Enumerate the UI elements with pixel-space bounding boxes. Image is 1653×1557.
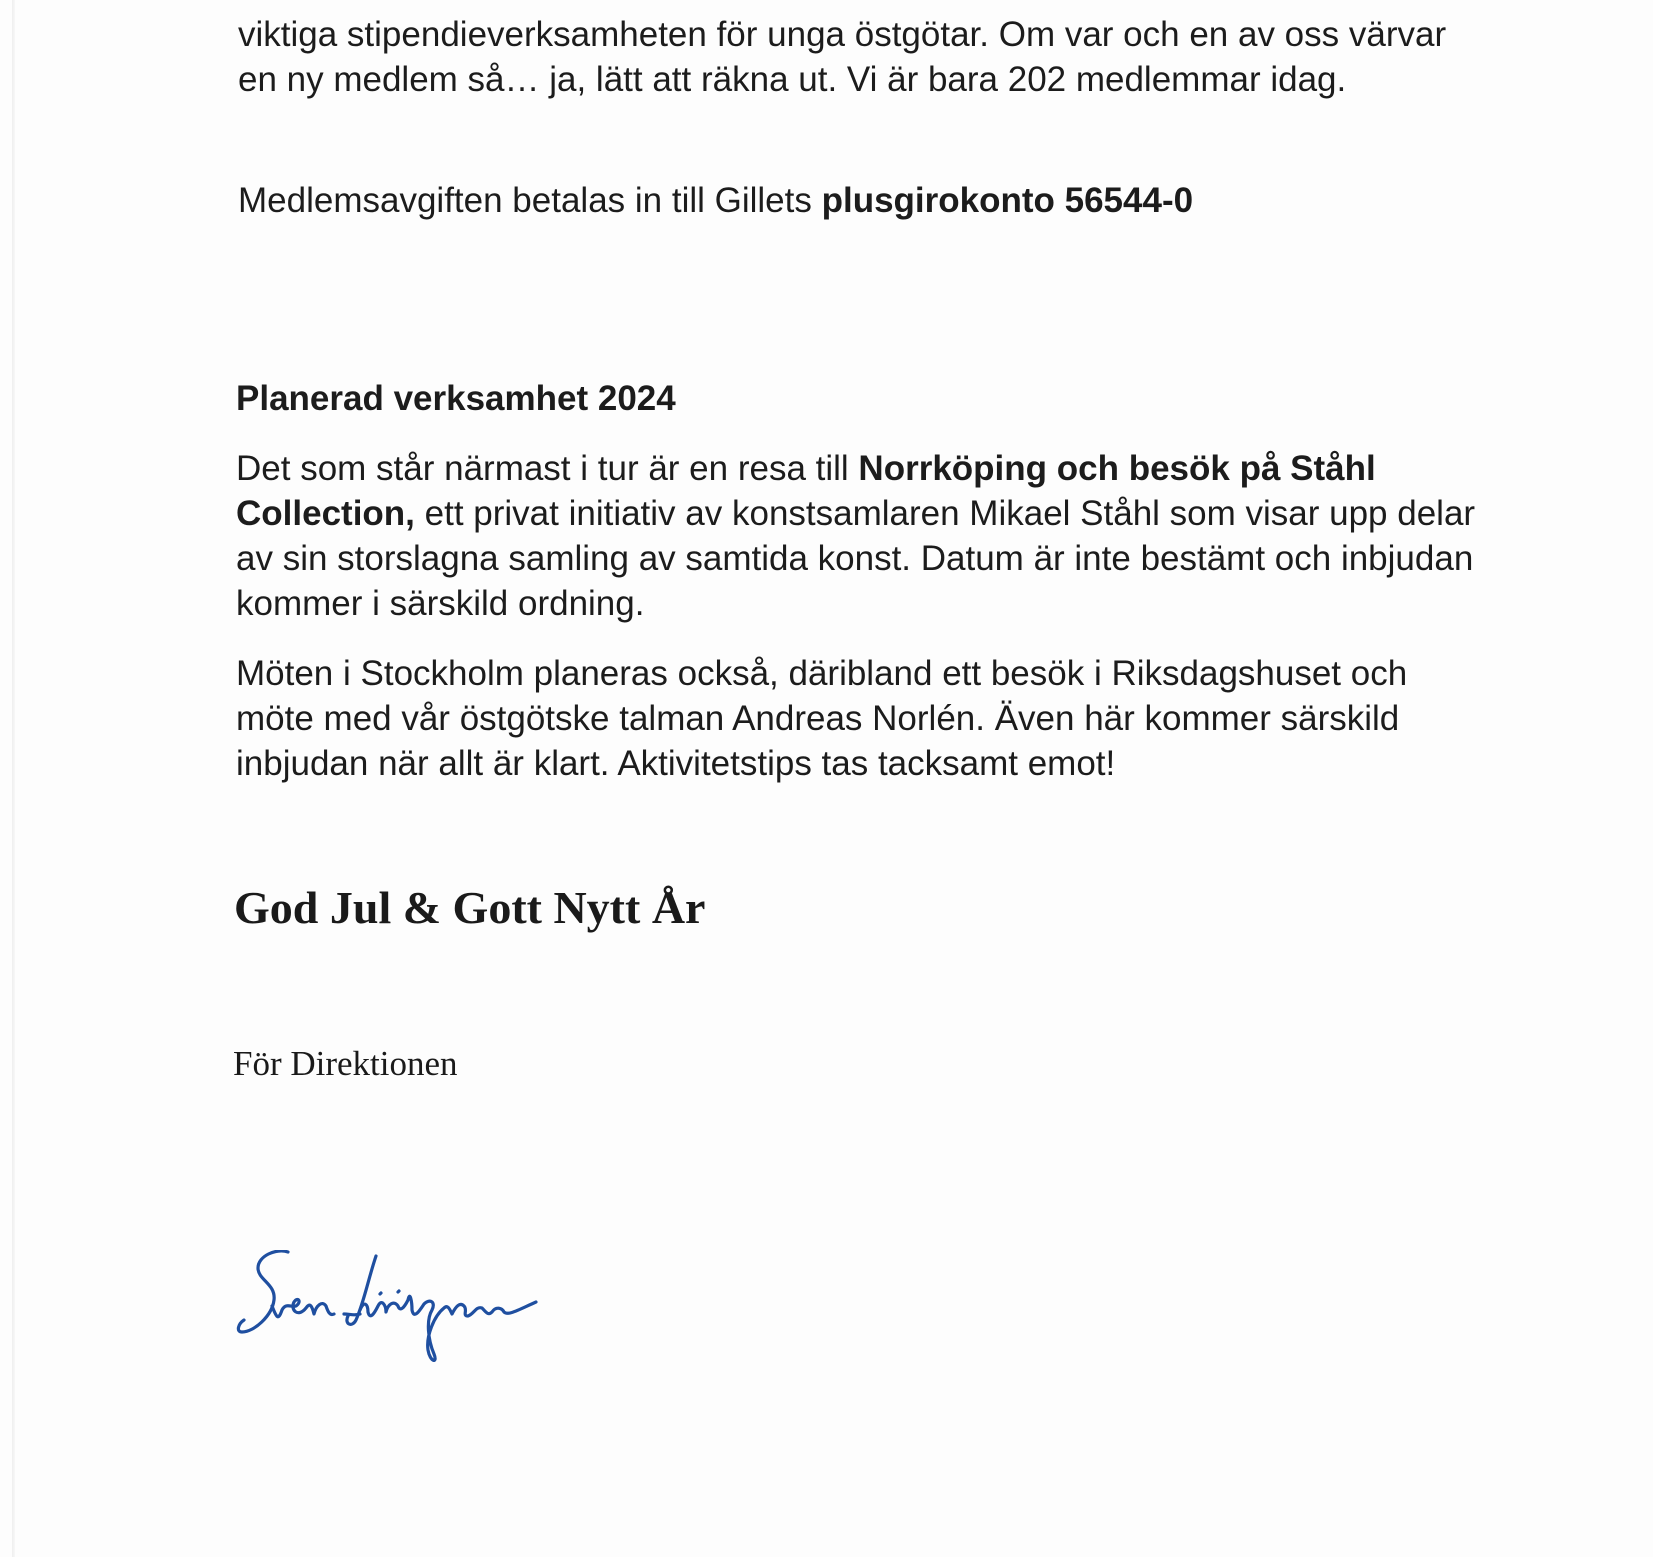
signoff-line: För Direktionen [233,1044,458,1083]
fee-text: Medlemsavgiften betalas in till Gillets [238,181,822,220]
fee-account: plusgirokonto 56544-0 [821,181,1194,220]
membership-paragraph: viktiga stipendieverksamheten för unga östgötar. Om var och en av oss värvar en ny medlem så… ja, lätt att räkna ut. Vi är bara 202 medlemmar idag. [238,15,1447,99]
page-edge [12,0,15,1557]
fee-paragraph [238,178,1193,223]
stockholm-paragraph: Möten i Stockholm planeras också, däribland ett besök i Riksdagshuset och möte med vår östgötske talman Andreas Norlén. Även här kommer särskild inbjudan när allt är klart. Aktivitetstips tas tacksamt emot! [236,654,1408,783]
trip-intro: Det som står närmast i tur är en resa till [236,449,859,488]
trip-highlight: Norrköping och besök på Ståhl Collection, [236,449,1376,533]
trip-rest: ett privat initiativ av konstsamlaren Mikael Ståhl som visar upp delar av sin storslagna samling av samtida konst. Datum är inte bestämt och inbjudan kommer i särskild ordning. [236,494,1476,623]
handwritten-signature [236,1250,576,1390]
trip-paragraph [236,446,1486,626]
holiday-greeting: God Jul & Gott Nytt År [234,882,706,933]
section-heading: Planerad verksamhet 2024 [236,379,676,418]
